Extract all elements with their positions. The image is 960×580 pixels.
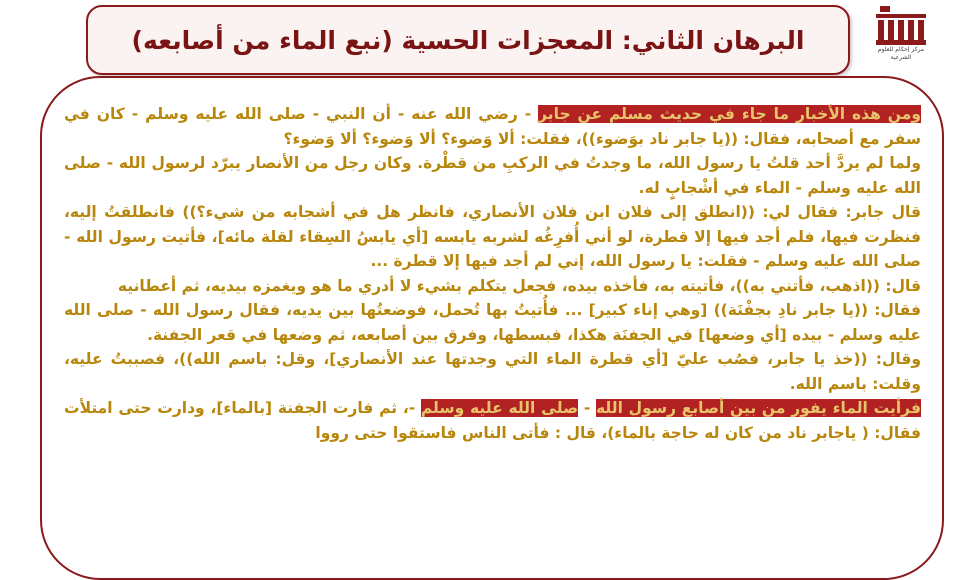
logo-subtitle: مركز إحكام للعلوم الشرعية <box>877 46 925 61</box>
paragraph-text: -، ثم فارت الجفنة [بالماء]، ودارت حتى امتلأت فقال: ( ياجابر ناد من كان له حاجة بالماء)، قال : فأتى الناس فاستقوا حتى رووا <box>64 399 921 442</box>
paragraph-4: قال: ((اذهب، فأتني به))، فأتيته به، فأخذه بيده، فجعل يتكلم بشيء لا أدري ما هو ويغمزه بيديه، ثم أعطانيه <box>117 276 921 295</box>
paragraph-text: - رضي الله عنه - أن النبي - صلى الله عليه وسلم - كان في سفر مع أصحابه، فقال: ((يا جابر ناد بوَضوء))، فقلت: ألا وَضوء؟ ألا وَضوء؟ ألا وَضوء؟ <box>64 105 921 148</box>
highlight-text: فرأيت الماء يفور من بين أصابع رسول الله <box>596 399 921 417</box>
page-title: البرهان الثاني: المعجزات الحسية (نبع الماء من أصابعه) <box>131 25 805 55</box>
paragraph-7 <box>64 396 921 445</box>
paragraph-5: فقال: ((يا جابر نادِ بجفْنَة)) [وهي إناء كبير] ... فأُتيتُ بها تُحمل، فوضعتُها بين يديه، فقال رسول الله - صلى الله عليه وسلم - بيده [أي وضعها] في الجفنَة هكذا، فبسطها، وفرق بين أصابعه، ثم وضعها في قعر الجفنة. <box>64 301 921 344</box>
paragraph-6: وقال: ((خذ يا جابر، فصُب عليّ [أي قطرة الماء التي وجدتها عند الأنصاري]، وقل: باسم الله))، فصببتُ عليه، وقلت: باسم الله. <box>64 350 921 393</box>
paragraph-3: قال جابر: فقال لي: ((انطلق إلى فلان ابن فلان الأنصاري، فانظر هل في أشجابه من شيء؟)) فانطلقتُ إليه، فنظرت فيها، فلم أجد فيها إلا قطرة، لو أني أُفرِغُه لشربه يابسه [أي يابسُ السِقاء لقلة مائه]، فأتيت رسول الله - صلى الله عليه وسلم - فقلت: يا رسول الله، إني لم أجد فيها إلا قطرة ... <box>64 203 921 270</box>
highlight-text: ومن هذه الأخبار ما جاء في حديث مسلم عن جابر <box>538 105 921 123</box>
paragraph-text: - <box>578 399 597 417</box>
highlight-text: صلى الله عليه وسلم <box>420 399 579 417</box>
title-banner <box>86 5 850 75</box>
paragraph-2: ولما لم يردَّ أحد قلتُ يا رسول الله، ما وجدتُ في الركبِ من قطْرة. وكان رجل من الأنصار يبرّد لرسول الله - صلى الله عليه وسلم - الماء في أشْجابٍ له. <box>64 154 921 197</box>
paragraph-1 <box>64 102 921 151</box>
hadith-text <box>64 102 921 445</box>
